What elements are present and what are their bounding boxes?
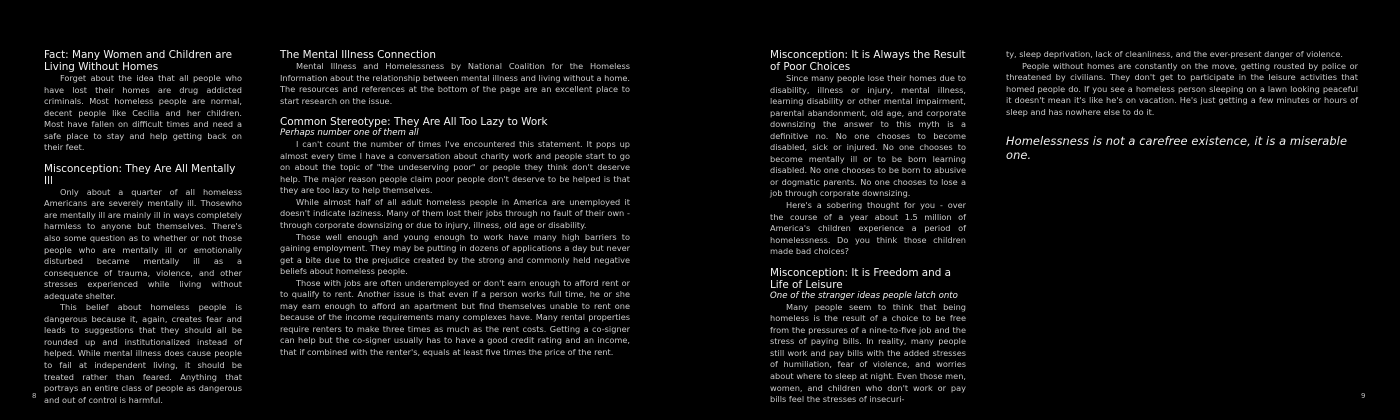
section-heading: The Mental Illness Connection [280,49,436,61]
body-paragraph: This belief about homeless people is dangerous because it, again, creates fear and leads to suggestions that they should all be rounded up and institutionalized instead of helped. While mental illness does cause people to fail at independent living, it should be treated rather than feared. Anything that portrays an entire class of people as dangerous and out of control is harmful. [44,302,242,405]
section-heading: Fact: Many Women and Children are Living Without Homes [44,49,232,73]
section-subheading: Perhaps number one of them all [280,128,419,139]
right-page-column-1 [770,49,966,406]
right-page-column-2 [1006,49,1358,162]
body-paragraph: Those with jobs are often underemployed or don't earn enough to afford rent or to qualify to rent. Another issue is that even if a person works full time, he or she may earn enough to afford an apartment but find themselves unable to rent one because of the income requirements many complexes have. Many rental properties require renters to make three times as much as the rent costs. Getting a co-signer can help but the co-signer usually has to have a good credit rating and an income, that if combined with the renter's, equals at least five times the price of the rent. [280,277,630,358]
body-paragraph: While almost half of all adult homeless people in America are unemployed it doesn't indicate laziness. Many of them lost their jobs through no fault of their own - through corporate downsizing or due to injury, illness, old age or disability. [280,196,630,231]
body-paragraph: Mental Illness and Homelessness by National Coalition for the Homeless Information about the relationship between mental illness and living without a home. The resources and references at the bottom of the page are an excellent place to start research on the issue. [280,61,630,106]
pull-quote: Homelessness is not a carefree existence, it is a miserable one. [1006,134,1348,163]
page-number: 8 [32,392,37,400]
body-paragraph: Since many people lose their homes due to disability, illness or injury, mental illness, learning disability or other mental impairment, parental abandonment, old age, and corporate downsizing the answer to this myth is a definitive no. No one chooses to become disabled, sick or injured. No one chooses to become mentally ill or to be born learning disabled. No one chooses to be born to abusive or dogmatic parents. No one chooses to lose a job through corporate downsizing. [770,73,966,199]
section-heading: Misconception: It is Always the Result of Poor Choices [770,49,966,73]
section-heading: Misconception: It is Freedom and a Life of Leisure [770,266,952,291]
body-paragraph: Here's a sobering thought for you - over the course of a year about 1.5 million of America's children experience a period of homelessness. Do you think those children made bad choices? [770,200,966,257]
page-number: 9 [1361,392,1366,400]
body-paragraph: I can't count the number of times I've encountered this statement. It pops up almost every time I have a conversation about charity work and people start to go on about the topic of "the undeserving poor" or people they think don't deserve help. The major reason people claim poor people don't deserve to be helped is that they are too lazy to help themselves. [280,139,630,196]
body-paragraph: Forget about the idea that all people who have lost their homes are drug addicted criminals. Most homeless people are normal, decent people like Cecilia and her children. Most have fallen on difficult times and need a safe place to stay and help getting back on their feet. [44,73,242,153]
section-heading: Misconception: They Are All Mentally Ill [44,162,236,187]
body-paragraph: Those well enough and young enough to work have many high barriers to gaining employment. They may be putting in dozens of applications a day but never get a bite due to the prejudice created by the strong and commonly held negative beliefs about homeless people. [280,231,630,277]
body-paragraph: ty, sleep deprivation, lack of cleanliness, and the ever-present danger of violence. [1006,49,1344,59]
left-page-column-2 [280,49,630,359]
body-paragraph: Only about a quarter of all homeless Americans are severely mentally ill. Thosewho are mentally ill are mainly ill in ways completely harmless to anyone but themselves. There's also some question as to whether or not those people who are mentally ill or emotionally disturbed became mentally ill as a consequence of trauma, violence, and other stresses experienced while living without adequate shelter. [44,186,243,301]
body-paragraph: Many people seem to think that being homeless is the result of a choice to be free from the pressures of a nine-to-five job and the stress of paying bills. In reality, many people still work and pay bills with the added stresses of humiliation, fear of violence, and worries about where to sleep at night. Even those men, women, and children who don't work or pay bills feel the stresses of insecuri- [770,301,966,405]
body-paragraph: People without homes are constantly on the move, getting rousted by police or threatened by civilians. They don't get to participate in the leisure activities that homed people do. If you see a homeless person sleeping on a lawn looking peaceful it doesn't mean it's like he's on vacation. He's just getting a few minutes or hours of sleep and has nowhere else to do it. [1006,60,1358,117]
left-page-column-1 [44,49,242,406]
section-subheading: One of the stranger ideas people latch onto [770,290,958,301]
section-heading: Common Stereotype: They Are All Too Lazy to Work [280,116,548,129]
